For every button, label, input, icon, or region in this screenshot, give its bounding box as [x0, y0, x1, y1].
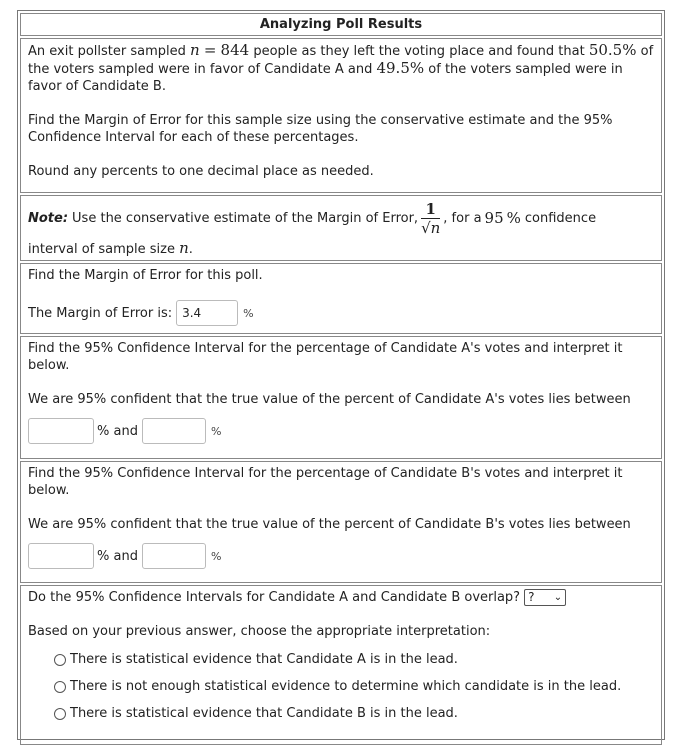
ci-b-unit: %	[210, 549, 222, 563]
note-section	[20, 195, 662, 261]
note-text-2: , for a	[443, 210, 482, 226]
note-text-4: interval of sample size	[28, 242, 175, 257]
page-title: Analyzing Poll Results	[20, 13, 662, 36]
margin-of-error-formula	[421, 200, 440, 237]
formula-numerator: 1	[421, 200, 440, 219]
intro-text-3: of the voters sampled were in favor of Candidate A and	[28, 44, 654, 77]
ci-a-unit: %	[210, 424, 222, 438]
equals-sign: =	[203, 41, 217, 59]
radio-button[interactable]	[54, 681, 66, 693]
option-label: There is statistical evidence that Candidate B is in the lead.	[70, 706, 458, 721]
option-no-evidence[interactable]	[54, 673, 654, 700]
moe-label: The Margin of Error is:	[28, 305, 173, 321]
ci-a-prompt: Find the 95% Confidence Interval for the percentage of Candidate A's votes and interpret it below.	[28, 341, 623, 373]
overlap-selected-value: ?	[528, 590, 535, 604]
poll-problem-container	[17, 10, 665, 740]
intro-paragraph	[28, 42, 654, 95]
percent-b: 49.5	[376, 59, 410, 77]
radio-button[interactable]	[54, 708, 66, 720]
overlap-select[interactable]	[524, 589, 566, 606]
option-label: There is not enough statistical evidence to determine which candidate is in the lead.	[70, 679, 622, 694]
option-b-lead[interactable]	[54, 700, 654, 727]
ci-b-lower-input[interactable]	[28, 543, 94, 569]
sample-size: 844	[220, 41, 250, 59]
percent-sign-b: %	[409, 59, 425, 77]
ci-b-prompt: Find the 95% Confidence Interval for the percentage of Candidate B's votes and interpret it below.	[28, 466, 623, 498]
overlap-section	[20, 585, 662, 745]
ci-a-lower-input[interactable]	[28, 418, 94, 444]
ci-b-statement: We are 95% confident that the true value of the percent of Candidate B's votes lies between	[28, 517, 631, 532]
ci-b-and-label: % and	[97, 548, 138, 564]
round-instructions: Round any percents to one decimal place as needed.	[28, 164, 374, 179]
note-label: Note:	[28, 210, 69, 226]
note-text-1: Use the conservative estimate of the Margin of Error,	[72, 210, 419, 226]
ci-b-upper-input[interactable]	[142, 543, 206, 569]
radio-button[interactable]	[54, 654, 66, 666]
option-label: There is statistical evidence that Candidate A is in the lead.	[70, 652, 458, 667]
ci-a-upper-input[interactable]	[142, 418, 206, 444]
percent-a: 50.5	[588, 41, 623, 59]
ci-a-statement: We are 95% confident that the true value of the percent of Candidate A's votes lies between	[28, 392, 631, 407]
candidate-a-interval-section	[20, 336, 662, 459]
option-a-lead[interactable]	[54, 646, 654, 673]
ci-a-and-label: % and	[97, 423, 138, 439]
margin-of-error-input[interactable]: 3.4	[176, 300, 238, 326]
find-instructions: Find the Margin of Error for this sample size using the conservative estimate and the 95% Confidence Interval for each of these percentages.	[28, 113, 613, 145]
intro-text-1: An exit pollster sampled	[28, 44, 186, 59]
moe-prompt: Find the Margin of Error for this poll.	[28, 268, 263, 283]
margin-of-error-section	[20, 263, 662, 334]
formula-denominator: √n	[421, 218, 441, 237]
candidate-b-interval-section	[20, 461, 662, 583]
confidence-level: 95	[484, 208, 504, 227]
n-variable: n	[190, 41, 200, 59]
confidence-percent-sign: %	[506, 208, 521, 227]
moe-unit: %	[243, 306, 254, 320]
intro-text-4: of the voters sampled were in favor of Candidate B.	[28, 62, 623, 94]
intro-text-2: people as they left the voting place and found that	[253, 44, 585, 59]
note-period: .	[188, 242, 193, 257]
percent-sign-a: %	[622, 41, 637, 59]
note-n-variable: n	[179, 239, 189, 257]
chevron-down-icon: ⌄	[553, 592, 563, 603]
overlap-question: Do the 95% Confidence Intervals for Candidate A and Candidate B overlap?	[28, 590, 521, 605]
note-text-3: confidence	[524, 210, 597, 226]
intro-section	[20, 38, 662, 193]
interpretation-prompt: Based on your previous answer, choose the appropriate interpretation:	[28, 624, 491, 639]
